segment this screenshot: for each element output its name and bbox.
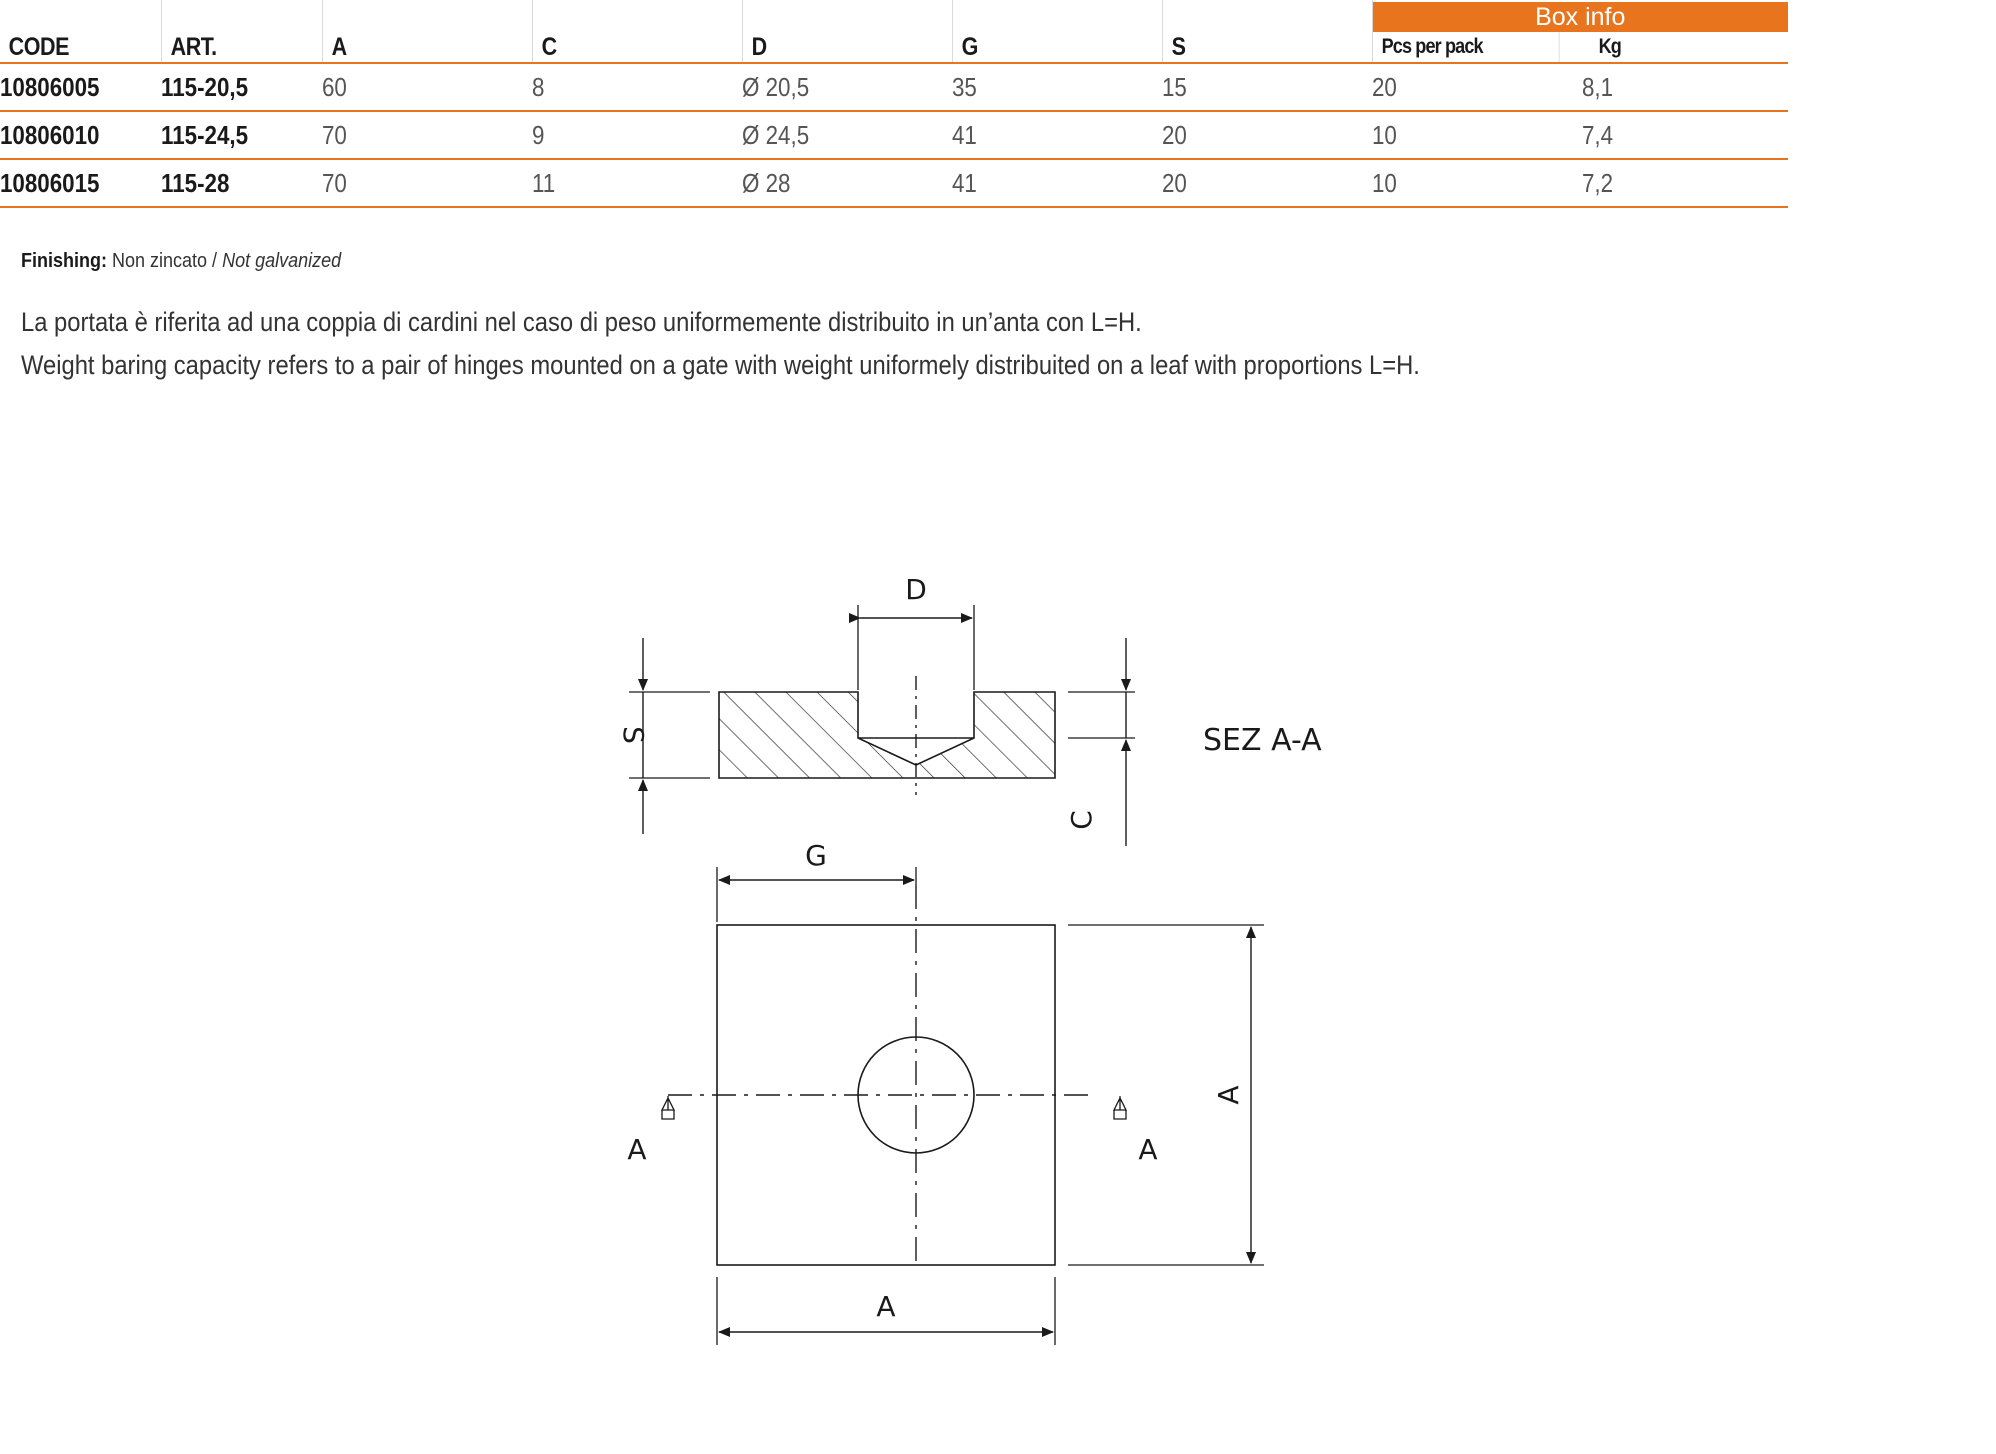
cell-code: 10806005 xyxy=(0,63,161,111)
label-d: D xyxy=(905,573,927,606)
header-art: ART. xyxy=(161,0,322,63)
cell-a: 70 xyxy=(322,159,532,207)
cell-art: 115-24,5 xyxy=(161,111,322,159)
cell-pcs: 10 xyxy=(1372,159,1582,207)
header-pcs-per-pack: Pcs per pack xyxy=(1373,32,1560,62)
section-marker-right-icon xyxy=(1114,1096,1126,1119)
cell-c: 8 xyxy=(532,63,742,111)
cell-art: 115-28 xyxy=(161,159,322,207)
cell-d: Ø 24,5 xyxy=(742,111,952,159)
label-a-bottom: A xyxy=(876,1290,896,1323)
cell-code: 10806015 xyxy=(0,159,161,207)
label-section-right: A xyxy=(1138,1133,1158,1166)
section-hatched-body xyxy=(719,692,1055,778)
cell-pcs: 10 xyxy=(1372,111,1582,159)
header-d: D xyxy=(742,0,952,63)
cell-s: 20 xyxy=(1162,159,1372,207)
section-view xyxy=(617,573,1322,846)
finishing-label: Finishing: xyxy=(21,250,107,272)
header-a: A xyxy=(322,0,532,63)
cell-code: 10806010 xyxy=(0,111,161,159)
cell-pcs: 20 xyxy=(1372,63,1582,111)
header-kg: Kg xyxy=(1598,35,1621,58)
label-section-left: A xyxy=(627,1133,647,1166)
cell-g: 41 xyxy=(952,159,1162,207)
capacity-note-it: La portata è riferita ad una coppia di cardini nel caso di peso uniformemente distribuito in un’anta con L=H. xyxy=(21,307,1142,337)
cell-a: 70 xyxy=(322,111,532,159)
cell-s: 15 xyxy=(1162,63,1372,111)
cell-art: 115-20,5 xyxy=(161,63,322,111)
cell-kg: 8,1 xyxy=(1582,63,1788,111)
capacity-note-en: Weight baring capacity refers to a pair of hinges mounted on a gate with weight uniformely distribuited on a leaf with proportions L=H. xyxy=(21,350,1420,380)
header-s: S xyxy=(1162,0,1372,63)
header-g: G xyxy=(952,0,1162,63)
header-code: CODE xyxy=(0,0,161,63)
cell-kg: 7,2 xyxy=(1582,159,1788,207)
cell-d: Ø 28 xyxy=(742,159,952,207)
cell-c: 11 xyxy=(532,159,742,207)
cell-s: 20 xyxy=(1162,111,1372,159)
box-info-title: Box info xyxy=(1373,2,1789,32)
plan-view xyxy=(627,839,1264,1345)
label-a-right: A xyxy=(1212,1085,1245,1105)
header-c: C xyxy=(532,0,742,63)
cell-d: Ø 20,5 xyxy=(742,63,952,111)
section-title: SEZ A-A xyxy=(1203,723,1322,758)
label-c: C xyxy=(1065,810,1098,830)
section-marker-left-icon xyxy=(662,1096,674,1119)
label-g: G xyxy=(805,839,827,872)
cell-kg: 7,4 xyxy=(1582,111,1788,159)
finishing-value-it: Non zincato / xyxy=(111,250,218,272)
finishing-value-en: Not galvanized xyxy=(222,250,342,272)
label-s: S xyxy=(617,726,650,744)
cell-g: 35 xyxy=(952,63,1162,111)
cell-a: 60 xyxy=(322,63,532,111)
cell-c: 9 xyxy=(532,111,742,159)
cell-g: 41 xyxy=(952,111,1162,159)
